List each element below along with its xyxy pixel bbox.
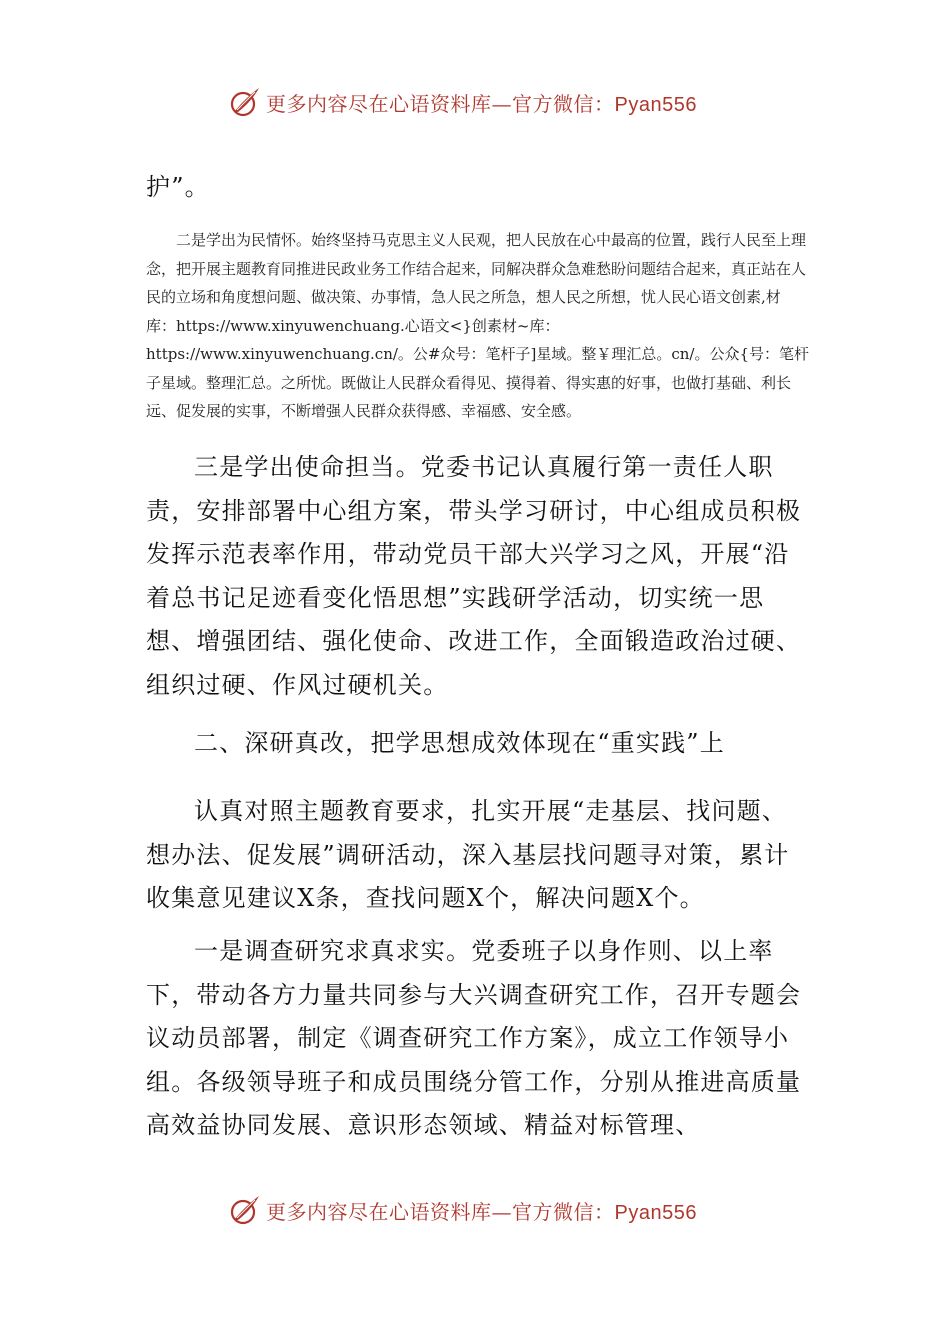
- banner-dash: —: [491, 91, 512, 116]
- paragraph-continuation: 护”。: [146, 173, 210, 201]
- feather-pen-logo-icon: [228, 1193, 262, 1227]
- section-heading-practice: 二、深研真改，把学思想成效体现在“重实践”上: [194, 729, 725, 757]
- banner-wechat-label: 官方微信：: [512, 1199, 615, 1224]
- feather-pen-logo-icon: [228, 85, 262, 119]
- banner-wechat-label: 官方微信：: [512, 91, 615, 116]
- banner-text: [266, 88, 697, 117]
- paragraph-mission: 三是学出使命担当。党委书记认真履行第一责任人职责，安排部署中心组方案，带头学习研讨，中心组成员积极发挥示范表率作用，带动党员干部大兴学习之风，开展“沿着总书记足迹看变化悟思想”实践研学活动，切实统一思想、增强团结、强化使命、改进工作，全面锻造政治过硬、组织过硬、作风过硬机关。: [146, 453, 802, 699]
- paragraph-investigation: 一是调查研究求真求实。党委班子以身作则、以上率下，带动各方力量共同参与大兴调查研究工作，召开专题会议动员部署，制定《调查研究工作方案》，成立工作领导小组。各级领导班子和成员围绕分管工作，分别从推进高质量高效益协同发展、意识形态领域、精益对标管理、: [146, 937, 802, 1139]
- footer-banner[interactable]: [228, 1190, 697, 1230]
- header-banner[interactable]: [228, 82, 697, 122]
- banner-wechat-id: Pyan556: [614, 93, 697, 116]
- banner-text: [266, 1196, 697, 1225]
- banner-main-text: 更多内容尽在心语资料库: [266, 1199, 492, 1224]
- banner-dash: —: [491, 1199, 512, 1224]
- banner-main-text: 更多内容尽在心语资料库: [266, 91, 492, 116]
- banner-wechat-id: Pyan556: [614, 1201, 697, 1224]
- paragraph-people-sentiment: 二是学出为民情怀。始终坚持马克思主义人民观，把人民放在心中最高的位置，践行人民至上理念，把开展主题教育同推进民政业务工作结合起来，同解决群众急难愁盼问题结合起来，真正站在人民的立场和角度想问题、做决策、办事情，急人民之所急，想人民之所想，忧人民心语文创素,材库：https://www.xinyuwenchuang.心语文<}创素材~库：https://www.xinyuwenchuang.cn/。公#众号：笔杆子]星域。整￥理汇总。cn/。公众{号：笔杆子星域。整理汇总。之所忧。既做让人民群众看得见、摸得着、得实惠的好事，也做打基础、利长远、促发展的实事，不断增强人民群众获得感、幸福感、安全感。: [146, 231, 810, 420]
- paragraph-research-activity: 认真对照主题教育要求，扎实开展“走基层、找问题、想办法、促发展”调研活动，深入基层找问题寻对策，累计收集意见建议X条，查找问题X个，解决问题X个。: [146, 797, 790, 912]
